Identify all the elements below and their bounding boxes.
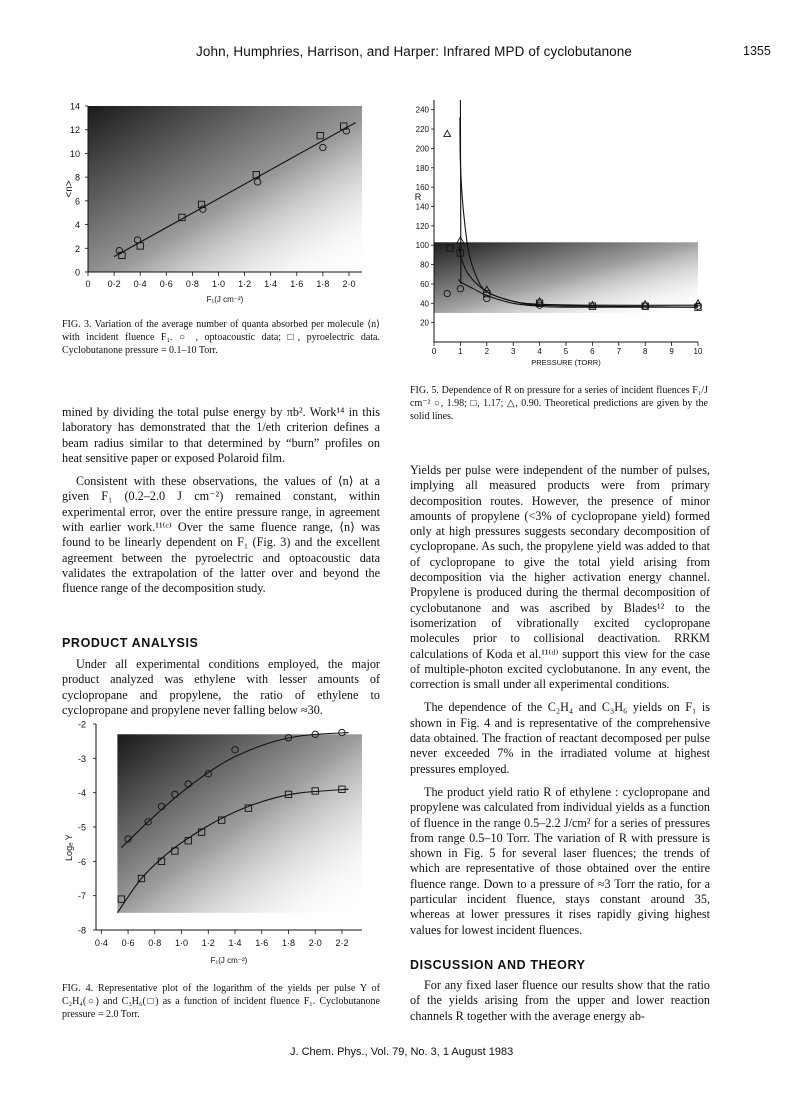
right-column-body	[410, 463, 710, 938]
fig4-y-tick-label: -7	[77, 891, 86, 902]
fig5-y-tick-label: 20	[420, 318, 429, 328]
fig5-x-tick-label: 7	[616, 347, 622, 356]
right-column-body-2	[410, 978, 710, 1024]
fig4-y-tick-label: -5	[77, 822, 86, 833]
figure-4-caption	[62, 982, 380, 1021]
fig3-x-tick-label: 1·0	[211, 279, 225, 289]
fig4-x-tick-label: 1·4	[228, 938, 242, 948]
fig4-x-tick-label: 1·0	[175, 938, 189, 948]
left-column-body	[62, 405, 380, 597]
fig3-y-tick-label: 6	[74, 196, 80, 207]
figure-5-caption-text: Dependence of R on pressure for a series of incident fluences F₁/J cm⁻² ○, 1.98; □, 1.17; △, 0.90. Theoretical predictions are given by the solid lines.	[410, 385, 708, 422]
left-column-body-2	[62, 657, 380, 718]
fig5-y-tick-label: 200	[415, 144, 429, 154]
fig5-x-tick-label: 10	[693, 347, 703, 356]
fig5-x-tick-label: 1	[458, 347, 463, 356]
fig4-y-tick-label: -8	[77, 925, 86, 936]
fig4-x-tick-label: 1·6	[255, 938, 269, 948]
fig3-x-tick-label: 1·6	[290, 279, 304, 289]
left-paragraph-1: mined by dividing the total pulse energy by πb². Work¹⁴ in this laboratory has demonstrated that the 1/eth criterion defines a beam radius similar to that determined by “burn” profiles on heat sensitive paper or exposed Polaroid film.	[62, 405, 380, 465]
fig5-background-shading	[434, 242, 698, 313]
fig5-x-tick-label: 0	[431, 347, 437, 356]
fig3-y-tick-label: 12	[69, 125, 80, 136]
fig3-x-tick-label: 0·8	[185, 279, 199, 289]
fig5-x-tick-label: 2	[484, 347, 490, 356]
fig3-x-axis-label: F₁(J cm⁻²)	[206, 295, 244, 304]
fig5-y-tick-label: 140	[415, 202, 429, 212]
fig4-x-tick-label: 2·2	[335, 938, 349, 948]
fig4-x-tick-label: 1·8	[281, 938, 295, 948]
fig4-y-tick-label: -3	[77, 753, 86, 764]
fig5-x-tick-label: 8	[642, 347, 648, 356]
figure-5-chart	[408, 96, 708, 374]
right-paragraph-3: The product yield ratio R of ethylene : cyclopropane and propylene was calculated from individual yields as a function of fluence in the range 0.5–2.2 J/cm² for a series of pressures from range 0.5–10 Torr. The variation of R with pressure is shown in Fig. 5 for several laser fluences; the trends of which are representative of those obtained over the entire fluence range. Down to a pressure of ≈3 Torr the ratio, for a particular incident fluence, stays constant around 35, whereas at lower pressures it rises rapidly giving highest values for lowest incident fluences.	[410, 784, 710, 937]
figure-3-caption	[62, 318, 380, 357]
fig5-x-tick-label: 9	[669, 347, 674, 356]
fig5-y-tick-label: 220	[415, 125, 429, 135]
fig3-y-tick-label: 8	[74, 172, 80, 183]
journal-citation: J. Chem. Phys., Vol. 79, No. 3, 1 August 1983	[290, 1046, 514, 1058]
fig4-y-axis-label: Logₑ Y	[64, 834, 74, 861]
fig5-y-tick-label: 240	[415, 105, 429, 115]
right-paragraph-2: The dependence of the C₂H₄ and C₃H₆ yields on F₁ is shown in Fig. 4 and is representative of the comprehensive data obtained. The fraction of reactant decomposed per pulse never exceeded 7% in the irradiated volume at highest pressures employed.	[410, 700, 710, 776]
fig5-y-tick-label: 160	[415, 183, 429, 193]
fig3-y-tick-label: 10	[69, 148, 80, 159]
fig3-background-shading	[88, 106, 362, 272]
figure-5-caption	[410, 384, 708, 423]
fig5-y-tick-label: 100	[415, 241, 429, 251]
figure-5-caption-label: FIG. 5.	[410, 385, 439, 396]
figure-4-chart	[62, 718, 380, 974]
fig5-y-tick-label: 120	[415, 221, 429, 231]
fig4-y-tick-label: -6	[77, 856, 86, 867]
fig5-x-tick-label: 6	[590, 347, 595, 356]
section-heading-product-analysis: PRODUCT ANALYSIS	[62, 636, 199, 650]
fig5-x-tick-label: 3	[510, 347, 516, 356]
fig5-x-axis-label: PRESSURE (TORR)	[531, 358, 601, 367]
fig3-x-tick-label: 0·4	[133, 279, 147, 289]
figure-3-caption-label: FIG. 3.	[62, 319, 92, 330]
fig5-y-tick-label: 180	[415, 163, 429, 173]
fig3-x-tick-label: 0·2	[107, 279, 121, 289]
fig5-y-tick-label: 80	[420, 260, 429, 270]
fig3-y-tick-label: 4	[74, 220, 80, 231]
fig3-x-tick-label: 1·4	[264, 279, 278, 289]
fig5-x-tick-label: 4	[537, 347, 542, 356]
fig4-y-tick-label: -2	[77, 719, 86, 730]
fig3-y-tick-label: 0	[74, 267, 80, 278]
fig3-x-tick-label: 2·0	[342, 279, 356, 289]
left-paragraph-3: Under all experimental conditions employed, the major product analyzed was ethylene with lesser amounts of cyclopropane and propylene, the ratio of ethylene to cyclopropane and propylene never falling below ≈30.	[62, 657, 380, 717]
fig4-x-tick-label: 0·8	[148, 938, 162, 948]
figure-4-caption-label: FIG. 4.	[62, 983, 94, 994]
fig4-x-tick-label: 2·0	[308, 938, 322, 948]
fig5-x-tick-label: 5	[563, 347, 569, 356]
fig4-background-shading	[117, 734, 362, 913]
right-paragraph-4: For any fixed laser fluence our results show that the ratio of the yields arising from the upper and lower reaction channels R together with the average energy ab-	[410, 978, 710, 1023]
fig4-x-tick-label: 1·2	[201, 938, 215, 948]
fig4-y-tick-label: -4	[77, 788, 86, 799]
fig4-x-tick-label: 0·4	[94, 938, 108, 948]
figure-4-caption-text: Representative plot of the logarithm of the yields per pulse Y of C₂H₄(○) and C₃H₆(□) as a function of incident fluence F₁. Cyclobutanone pressure = 2.0 Torr.	[62, 983, 381, 1020]
fig3-x-tick-label: 1·8	[316, 279, 330, 289]
fig3-y-axis-label: <n>	[64, 180, 75, 198]
figure-3-caption-text: Variation of the average number of quanta absorbed per molecule ⟨n⟩ with incident fluence F₁. ○ , optoacoustic data; □, pyroelectric data. Cyclobutanone pressure = 0.1–10 Torr.	[62, 319, 381, 356]
fig3-x-tick-label: 0·6	[159, 279, 173, 289]
fig3-x-tick-label: 1·2	[238, 279, 252, 289]
fig5-y-tick-label: 40	[420, 299, 429, 309]
section-heading-discussion: DISCUSSION AND THEORY	[410, 958, 586, 972]
fig4-x-tick-label: 0·6	[121, 938, 135, 948]
running-title: John, Humphries, Harrison, and Harper: Infrared MPD of cyclobutanone	[196, 44, 633, 59]
fig3-y-tick-label: 14	[69, 101, 80, 112]
right-paragraph-1: Yields per pulse were independent of the number of pulses, implying all measured products were from primary decomposition routes. However, the presence of minor amounts of propylene (<3% of cyclopropane yield) formed only at high pressures suggests secondary decomposition of cyclopropane. As such, the propylene yield was added to that of cyclopropane to give the total yield arising from decomposition via the higher activation energy channel. Propylene is produced during the thermal decomposition of cyclobutanone and was ascribed by Blades¹² to the isomerization of vibrationally excited cyclopropane molecules prior to collisional deactivation. RRKM calculations of Koda et al.¹¹⁽ᵈ⁾ support this view for the case of multiple-photon excited cyclobutanone. In any event, the correction is small under all experimental conditions.	[410, 463, 710, 692]
fig3-x-tick-label: 0	[85, 279, 91, 289]
figure-3-chart	[62, 96, 378, 308]
page-number: 1355	[743, 44, 771, 58]
fig5-y-tick-label: 60	[420, 279, 429, 289]
fig5-point-0.90	[444, 130, 451, 136]
fig5-y-axis-label: R	[414, 191, 422, 202]
left-paragraph-2: Consistent with these observations, the values of ⟨n⟩ at a given F₁ (0.2–2.0 J cm⁻²) remained constant, within experimental error, over the entire pressure range, in agreement with earlier work.¹¹⁽ᶜ⁾ Over the same fluence range, ⟨n⟩ was found to be linearly dependent on F₁ (Fig. 3) and the excellent agreement between the pyroelectric and optoacoustic data validates the extrapolation of the latter over and beyond the fluence range of the decomposition study.	[62, 474, 380, 596]
fig4-x-axis-label: F₁(J cm⁻²)	[210, 956, 248, 965]
fig3-y-tick-label: 2	[74, 243, 80, 254]
